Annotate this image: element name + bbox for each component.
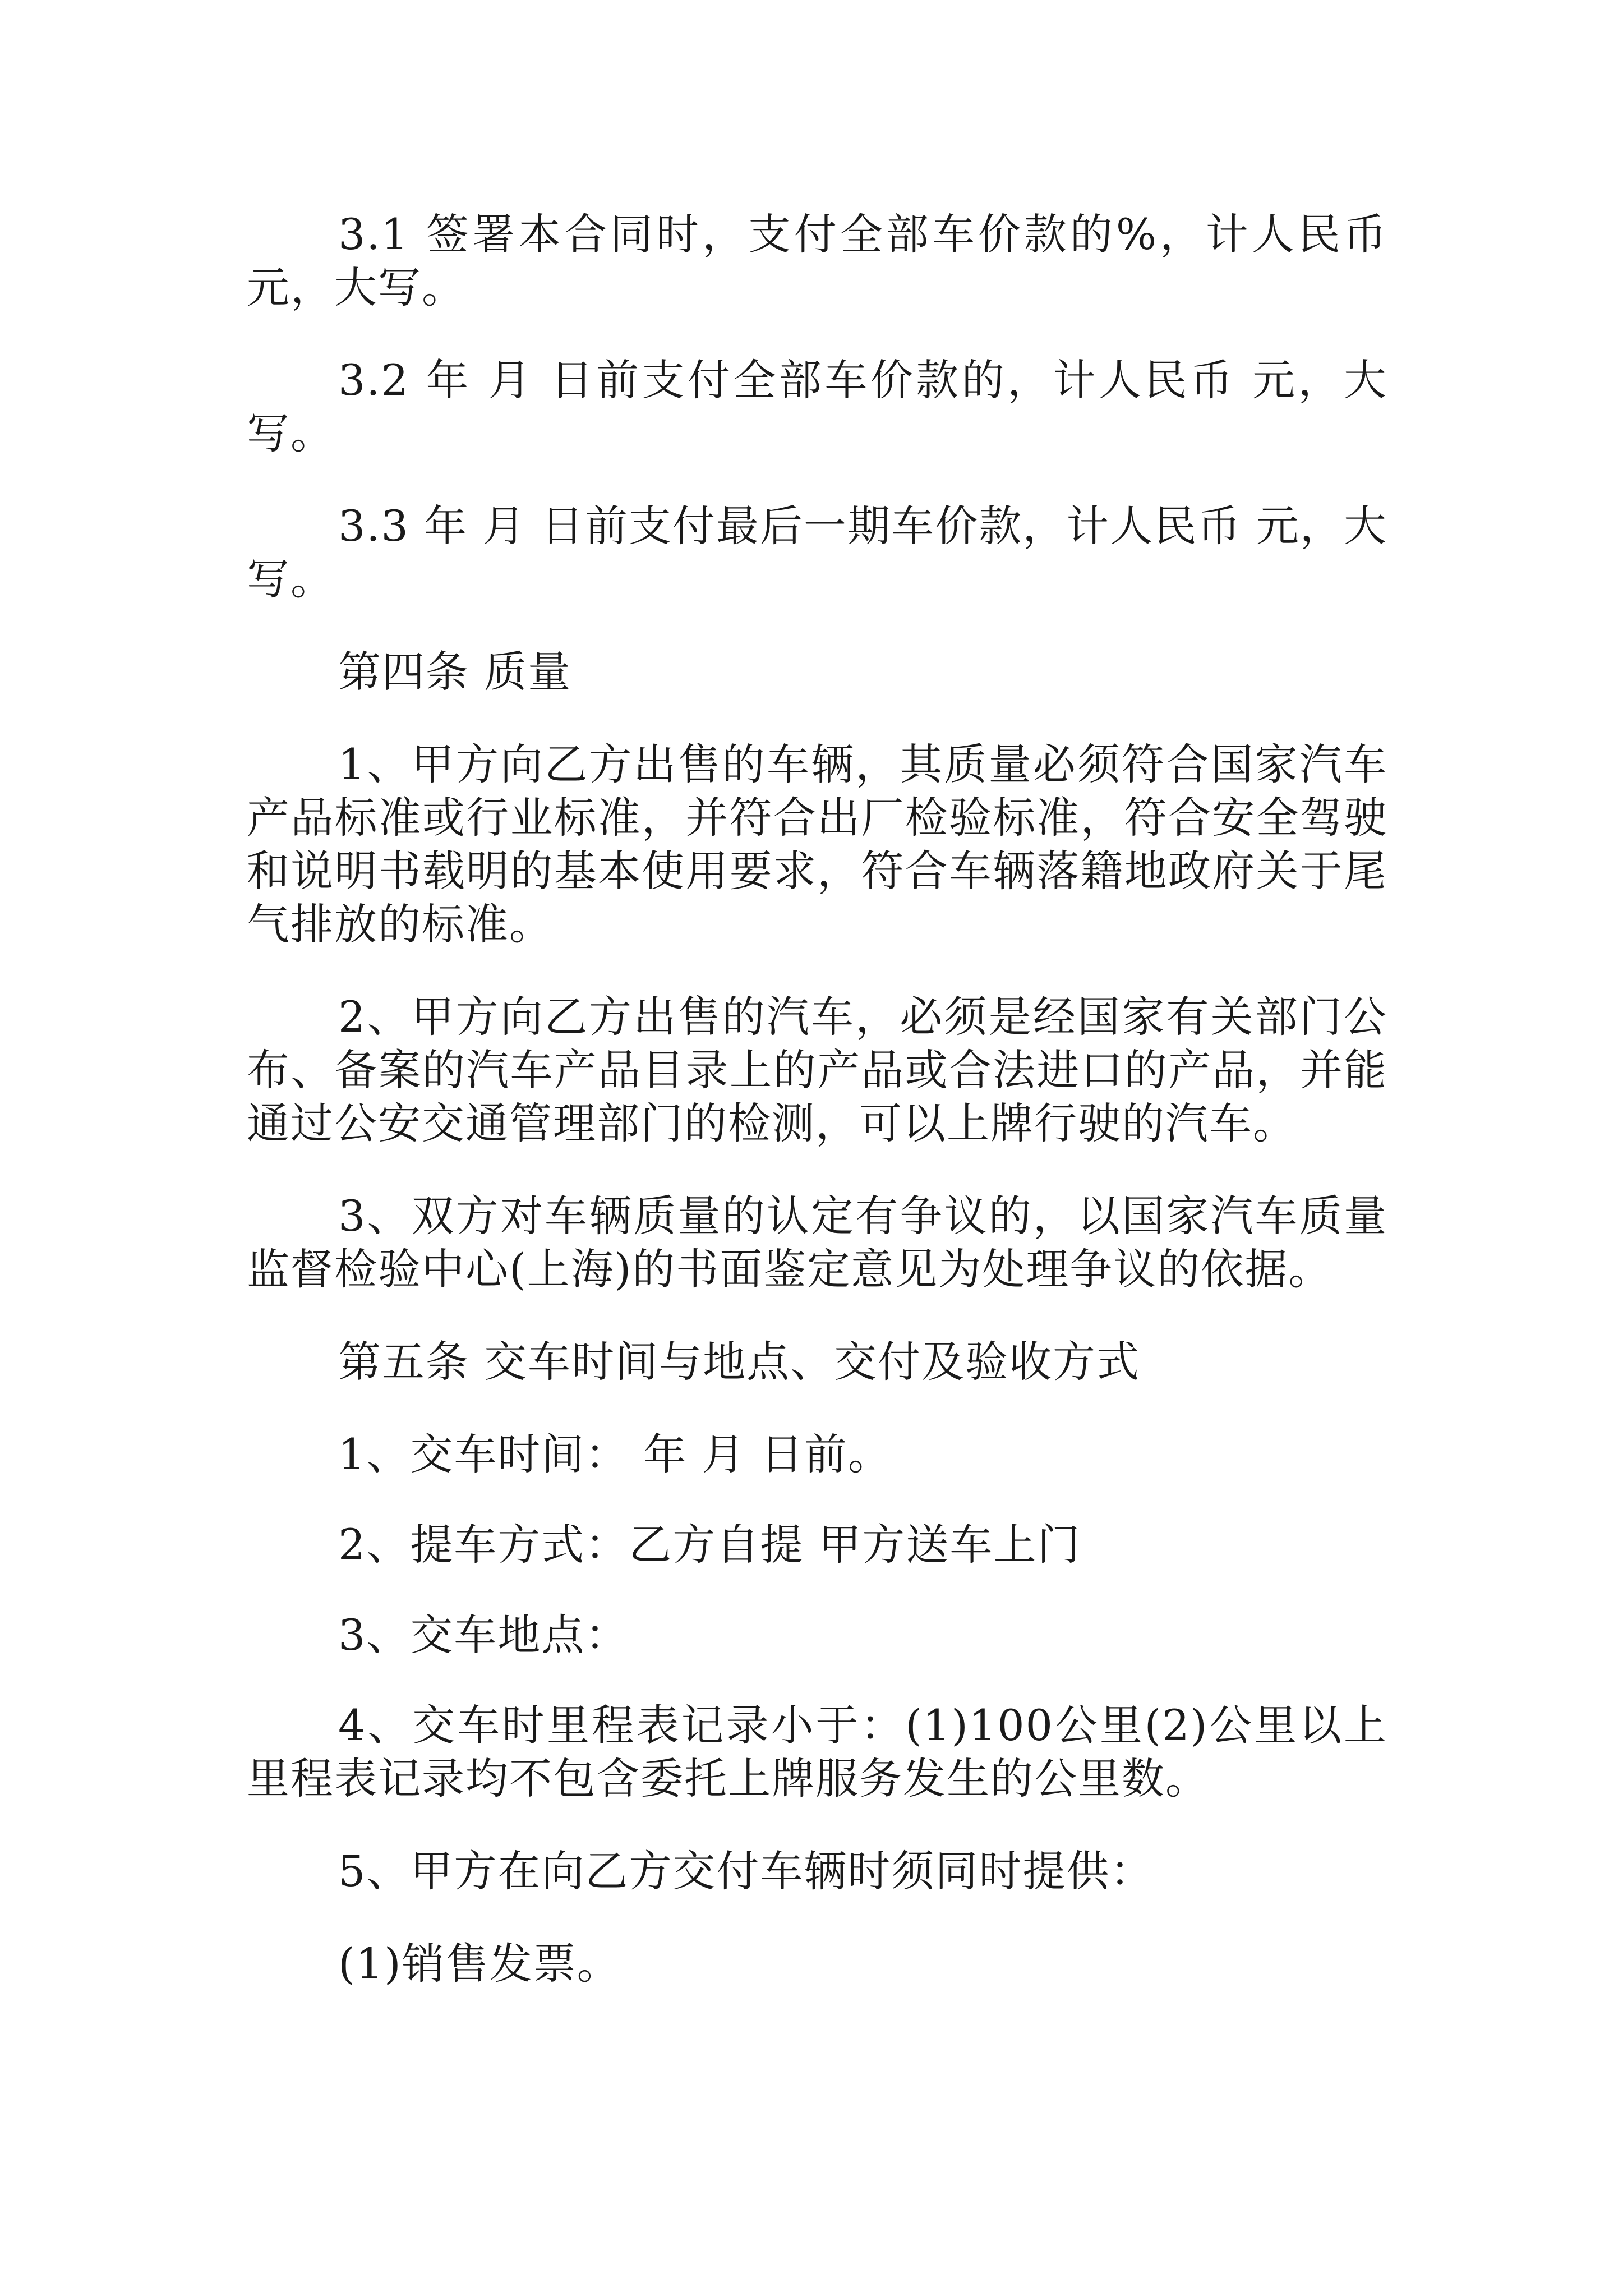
article-4-item-2: 2、甲方向乙方出售的汽车，必须是经国家有关部门公布、备案的汽车产品目录上的产品或合法进口的产品，并能通过公安交通管理部门的检测，可以上牌行驶的汽车。 — [247, 992, 1387, 1148]
article-4-item-1: 1、甲方向乙方出售的车辆，其质量必须符合国家汽车产品标准或行业标准，并符合出厂检验标准，符合安全驾驶和说明书载明的基本使用要求，符合车辆落籍地政府关于尾气排放的标准。 — [247, 739, 1387, 949]
article-5-item-3: 3、交车地点： — [338, 1610, 629, 1660]
clause-3-3: 3.3 年 月 日前支付最后一期车价款，计人民币 元，大写。 — [247, 501, 1387, 604]
article-5-item-5-sub-1: (1)销售发票。 — [338, 1939, 621, 1989]
article-5-item-1: 1、交车时间： 年 月 日前。 — [338, 1429, 892, 1479]
article-5-item-4: 4、交车时里程表记录小于：(1)100公里(2)公里以上里程表记录均不包含委托上牌服务发生的公里数。 — [247, 1700, 1387, 1803]
document-page — [247, 208, 1387, 2030]
clause-3-1: 3.1 签署本合同时，支付全部车价款的%，计人民币 元，大写。 — [247, 209, 1387, 312]
article-5-item-2: 2、提车方式：乙方自提 甲方送车上门 — [338, 1520, 1081, 1570]
article-4-item-3: 3、双方对车辆质量的认定有争议的，以国家汽车质量监督检验中心(上海)的书面鉴定意见为处理争议的依据。 — [247, 1191, 1387, 1294]
clause-3-2: 3.2 年 月 日前支付全部车价款的，计人民币 元，大写。 — [247, 355, 1387, 458]
section-heading-article-4: 第四条 质量 — [338, 647, 572, 697]
article-5-item-5: 5、甲方在向乙方交付车辆时须同时提供： — [338, 1846, 1154, 1896]
section-heading-article-5: 第五条 交车时间与地点、交付及验收方式 — [338, 1337, 1141, 1387]
